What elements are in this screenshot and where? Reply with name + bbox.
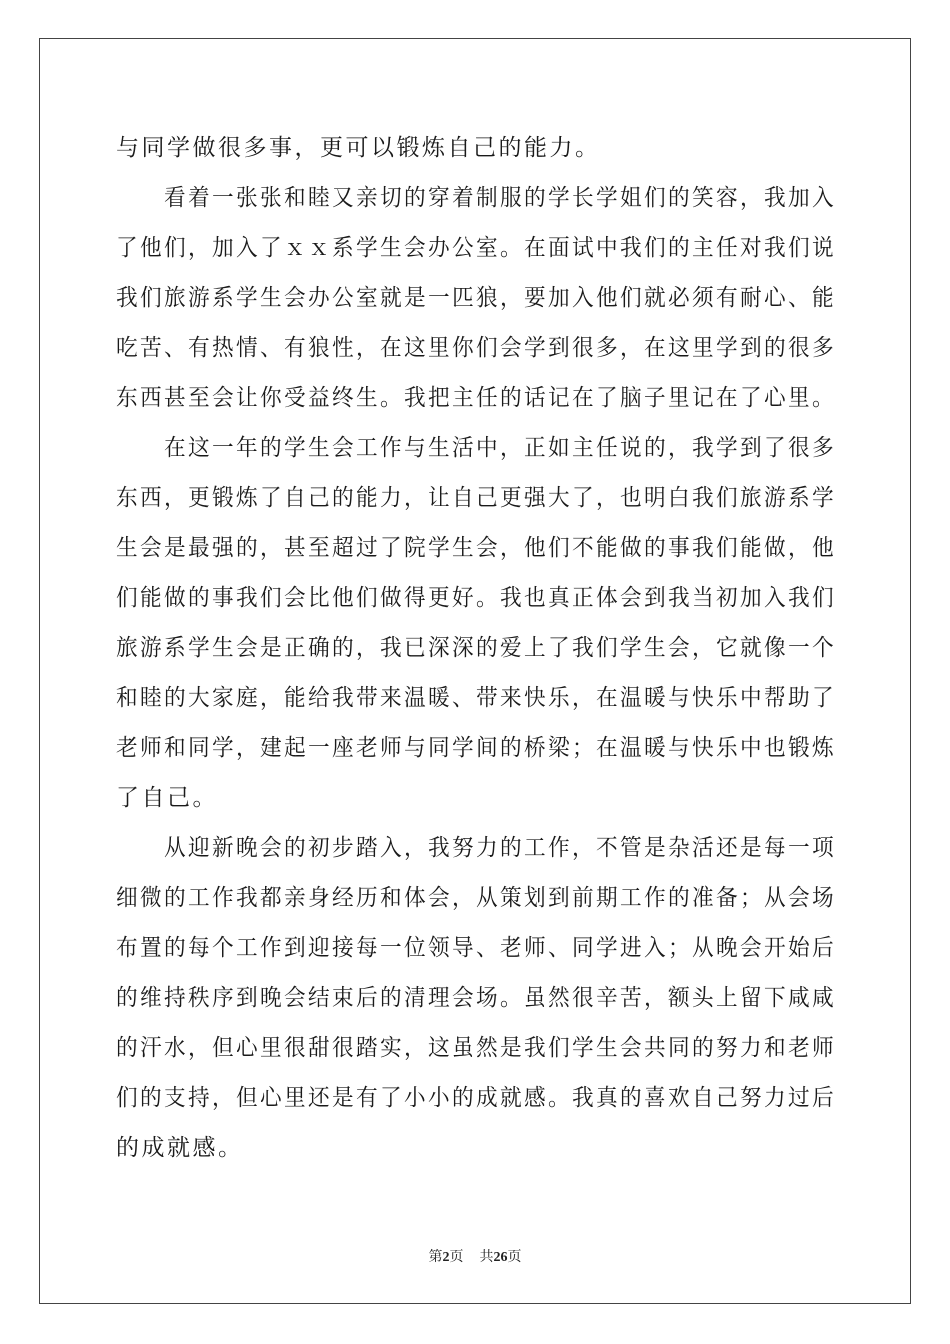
text-line: 们能做的事我们会比他们做得更好。我也真正体会到我当初加入我们 [116, 585, 837, 611]
page-number-suffix: 页 [449, 1250, 464, 1265]
text-line: 生会是最强的，甚至超过了院学生会，他们不能做的事我们能做，他 [116, 535, 837, 561]
total-pages-suffix: 页 [507, 1250, 522, 1265]
text-line: 与同学做很多事，更可以锻炼自己的能力。 [116, 135, 601, 161]
text-line: 的成就感。 [116, 1135, 244, 1161]
text-line: 细微的工作我都亲身经历和体会，从策划到前期工作的准备；从会场 [116, 885, 837, 911]
text-line: 旅游系学生会是正确的，我已深深的爱上了我们学生会，它就像一个 [116, 635, 837, 661]
text-line: 们的支持，但心里还是有了小小的成就感。我真的喜欢自己努力过后 [116, 1085, 837, 1111]
total-pages-prefix: 共 [479, 1250, 494, 1265]
page-number-prefix: 第 [428, 1250, 443, 1265]
paragraph-first-line: 从迎新晚会的初步踏入，我努力的工作，不管是杂活还是每一项 [164, 835, 837, 861]
text-line: 东西甚至会让你受益终生。我把主任的话记在了脑子里记在了心里。 [116, 385, 837, 411]
text-line: 和睦的大家庭，能给我带来温暖、带来快乐，在温暖与快乐中帮助了 [116, 685, 837, 711]
text-line: 布置的每个工作到迎接每一位领导、老师、同学进入；从晚会开始后 [116, 935, 837, 961]
text-line: 东西，更锻炼了自己的能力，让自己更强大了，也明白我们旅游系学 [116, 485, 837, 511]
page-footer [0, 1248, 950, 1268]
paragraph-first-line: 在这一年的学生会工作与生活中，正如主任说的，我学到了很多 [164, 435, 837, 461]
text-line: 的汗水，但心里很甜很踏实，这虽然是我们学生会共同的努力和老师 [116, 1035, 837, 1061]
text-line: 吃苦、有热情、有狼性，在这里你们会学到很多，在这里学到的很多 [116, 335, 837, 361]
text-line: 我们旅游系学生会办公室就是一匹狼，要加入他们就必须有耐心、能 [116, 285, 837, 311]
total-page-count: 26 [493, 1250, 508, 1265]
text-line: 老师和同学，建起一座老师与同学间的桥梁；在温暖与快乐中也锻炼 [116, 735, 837, 761]
text-line: 了他们，加入了ｘｘ系学生会办公室。在面试中我们的主任对我们说 [116, 235, 837, 261]
text-line: 的维持秩序到晚会结束后的清理会场。虽然很辛苦，额头上留下咸咸 [116, 985, 837, 1011]
current-page-number: 2 [442, 1250, 450, 1265]
paragraph-first-line: 看着一张张和睦又亲切的穿着制服的学长学姐们的笑容，我加入 [164, 185, 837, 211]
text-line: 了自己。 [116, 785, 218, 811]
